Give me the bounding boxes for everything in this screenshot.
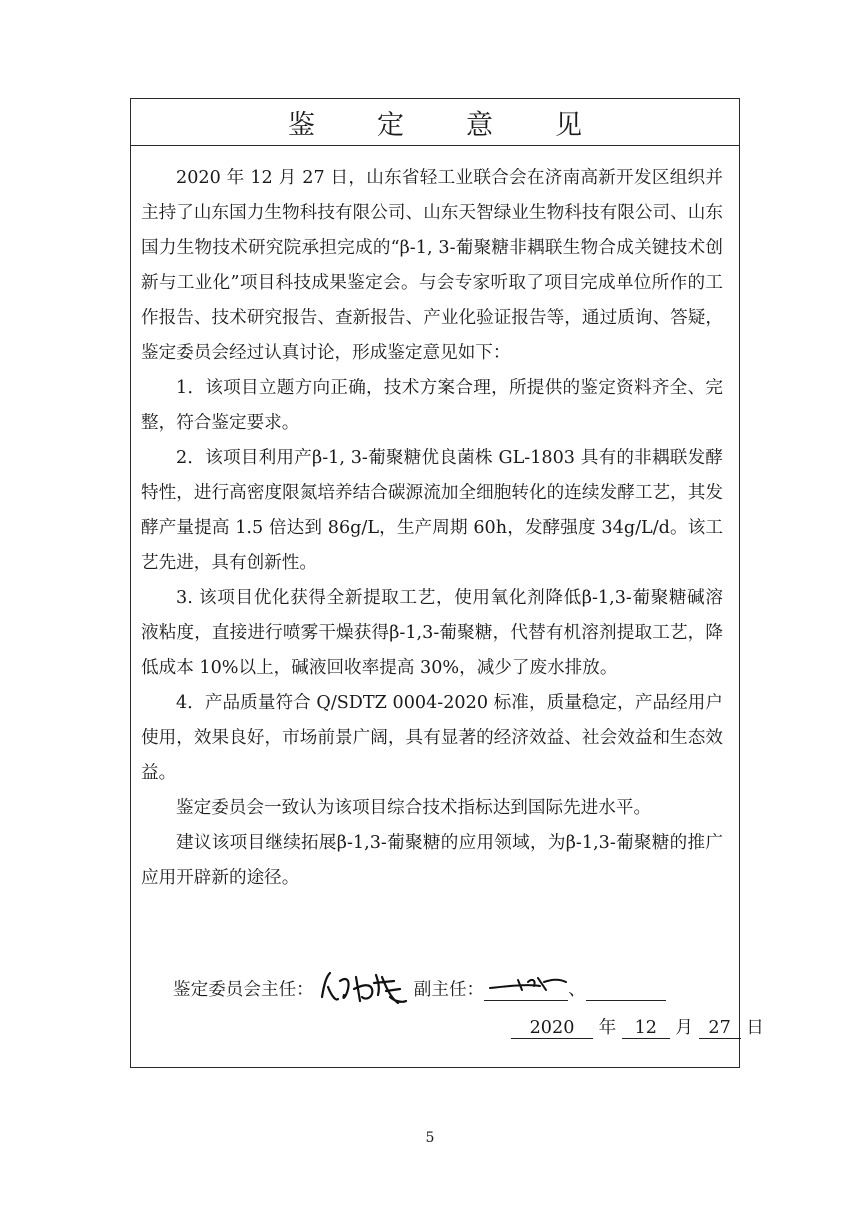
paragraph-item-2: 2．该项目利用产β-1, 3-葡聚糖优良菌株 GL-1803 具有的非耦联发酵特性，进行高密度限氮培养结合碳源流加全细胞转化的连续发酵工艺，其发酵产量提高 1.5 倍达到 86g/L，生产周期 60h，发酵强度 34g/L/d。该工艺先进，具有创新性。 (141, 448, 723, 573)
date-day-unit: 日 (746, 1018, 764, 1038)
title-row (131, 99, 739, 146)
vice-chair-1-signature (488, 972, 568, 996)
page-number: 5 (425, 1130, 435, 1146)
signature-separator: 、 (568, 980, 586, 1000)
chair-signature (316, 967, 412, 1007)
signature-row (173, 967, 666, 1001)
vice-chair-1-line (484, 978, 568, 1001)
vice-chair-label: 副主任： (413, 980, 485, 1000)
date-month-unit: 月 (675, 1018, 693, 1038)
paragraph-suggestion: 建议该项目继续拓展β-1,3-葡聚糖的应用领域，为β-1,3-葡聚糖的推广应用开辟新的途径。 (141, 833, 723, 888)
date-row (511, 1014, 764, 1039)
chair-label: 鉴定委员会主任： (173, 980, 314, 1000)
paragraph-item-4: 4．产品质量符合 Q/SDTZ 0004-2020 标准，质量稳定，产品经用户使用，效果良好，市场前景广阔，具有显著的经济效益、社会效益和生态效益。 (141, 693, 723, 783)
paragraph-item-3: 3. 该项目优化获得全新提取工艺，使用氧化剂降低β-1,3-葡聚糖碱溶液粘度，直接进行喷雾干燥获得β-1,3-葡聚糖，代替有机溶剂提取工艺，降低成本 10%以上，碱液回收率提高 30%，减少了废水排放。 (141, 588, 723, 678)
date-year: 2020 (511, 1018, 593, 1039)
date-day: 27 (699, 1018, 741, 1039)
paragraph-intro: 2020 年 12 月 27 日，山东省轻工业联合会在济南高新开发区组织并主持了山东国力生物科技有限公司、山东天智绿业生物科技有限公司、山东国力生物技术研究院承担完成的“β-1, 3-葡聚糖非耦联生物合成关键技术创新与工业化”项目科技成果鉴定会。与会专家听取了项目完成单位所作的工作报告、技术研究报告、查新报告、产业化验证报告等，通过质询、答疑，鉴定委员会经过认真讨论，形成鉴定意见如下： (141, 168, 723, 363)
opinion-body (141, 161, 723, 896)
date-year-unit: 年 (598, 1018, 617, 1038)
paragraph-conclusion: 鉴定委员会一致认为该项目综合技术指标达到国际先进水平。 (176, 798, 652, 818)
appraisal-form-frame (130, 98, 764, 1068)
date-month: 12 (622, 1018, 670, 1039)
paragraph-item-1: 1．该项目立题方向正确，技术方案合理，所提供的鉴定资料齐全、完整，符合鉴定要求。 (141, 378, 723, 433)
page-title: 鉴定意见 (288, 109, 644, 141)
vice-chair-2-line (586, 978, 666, 1001)
